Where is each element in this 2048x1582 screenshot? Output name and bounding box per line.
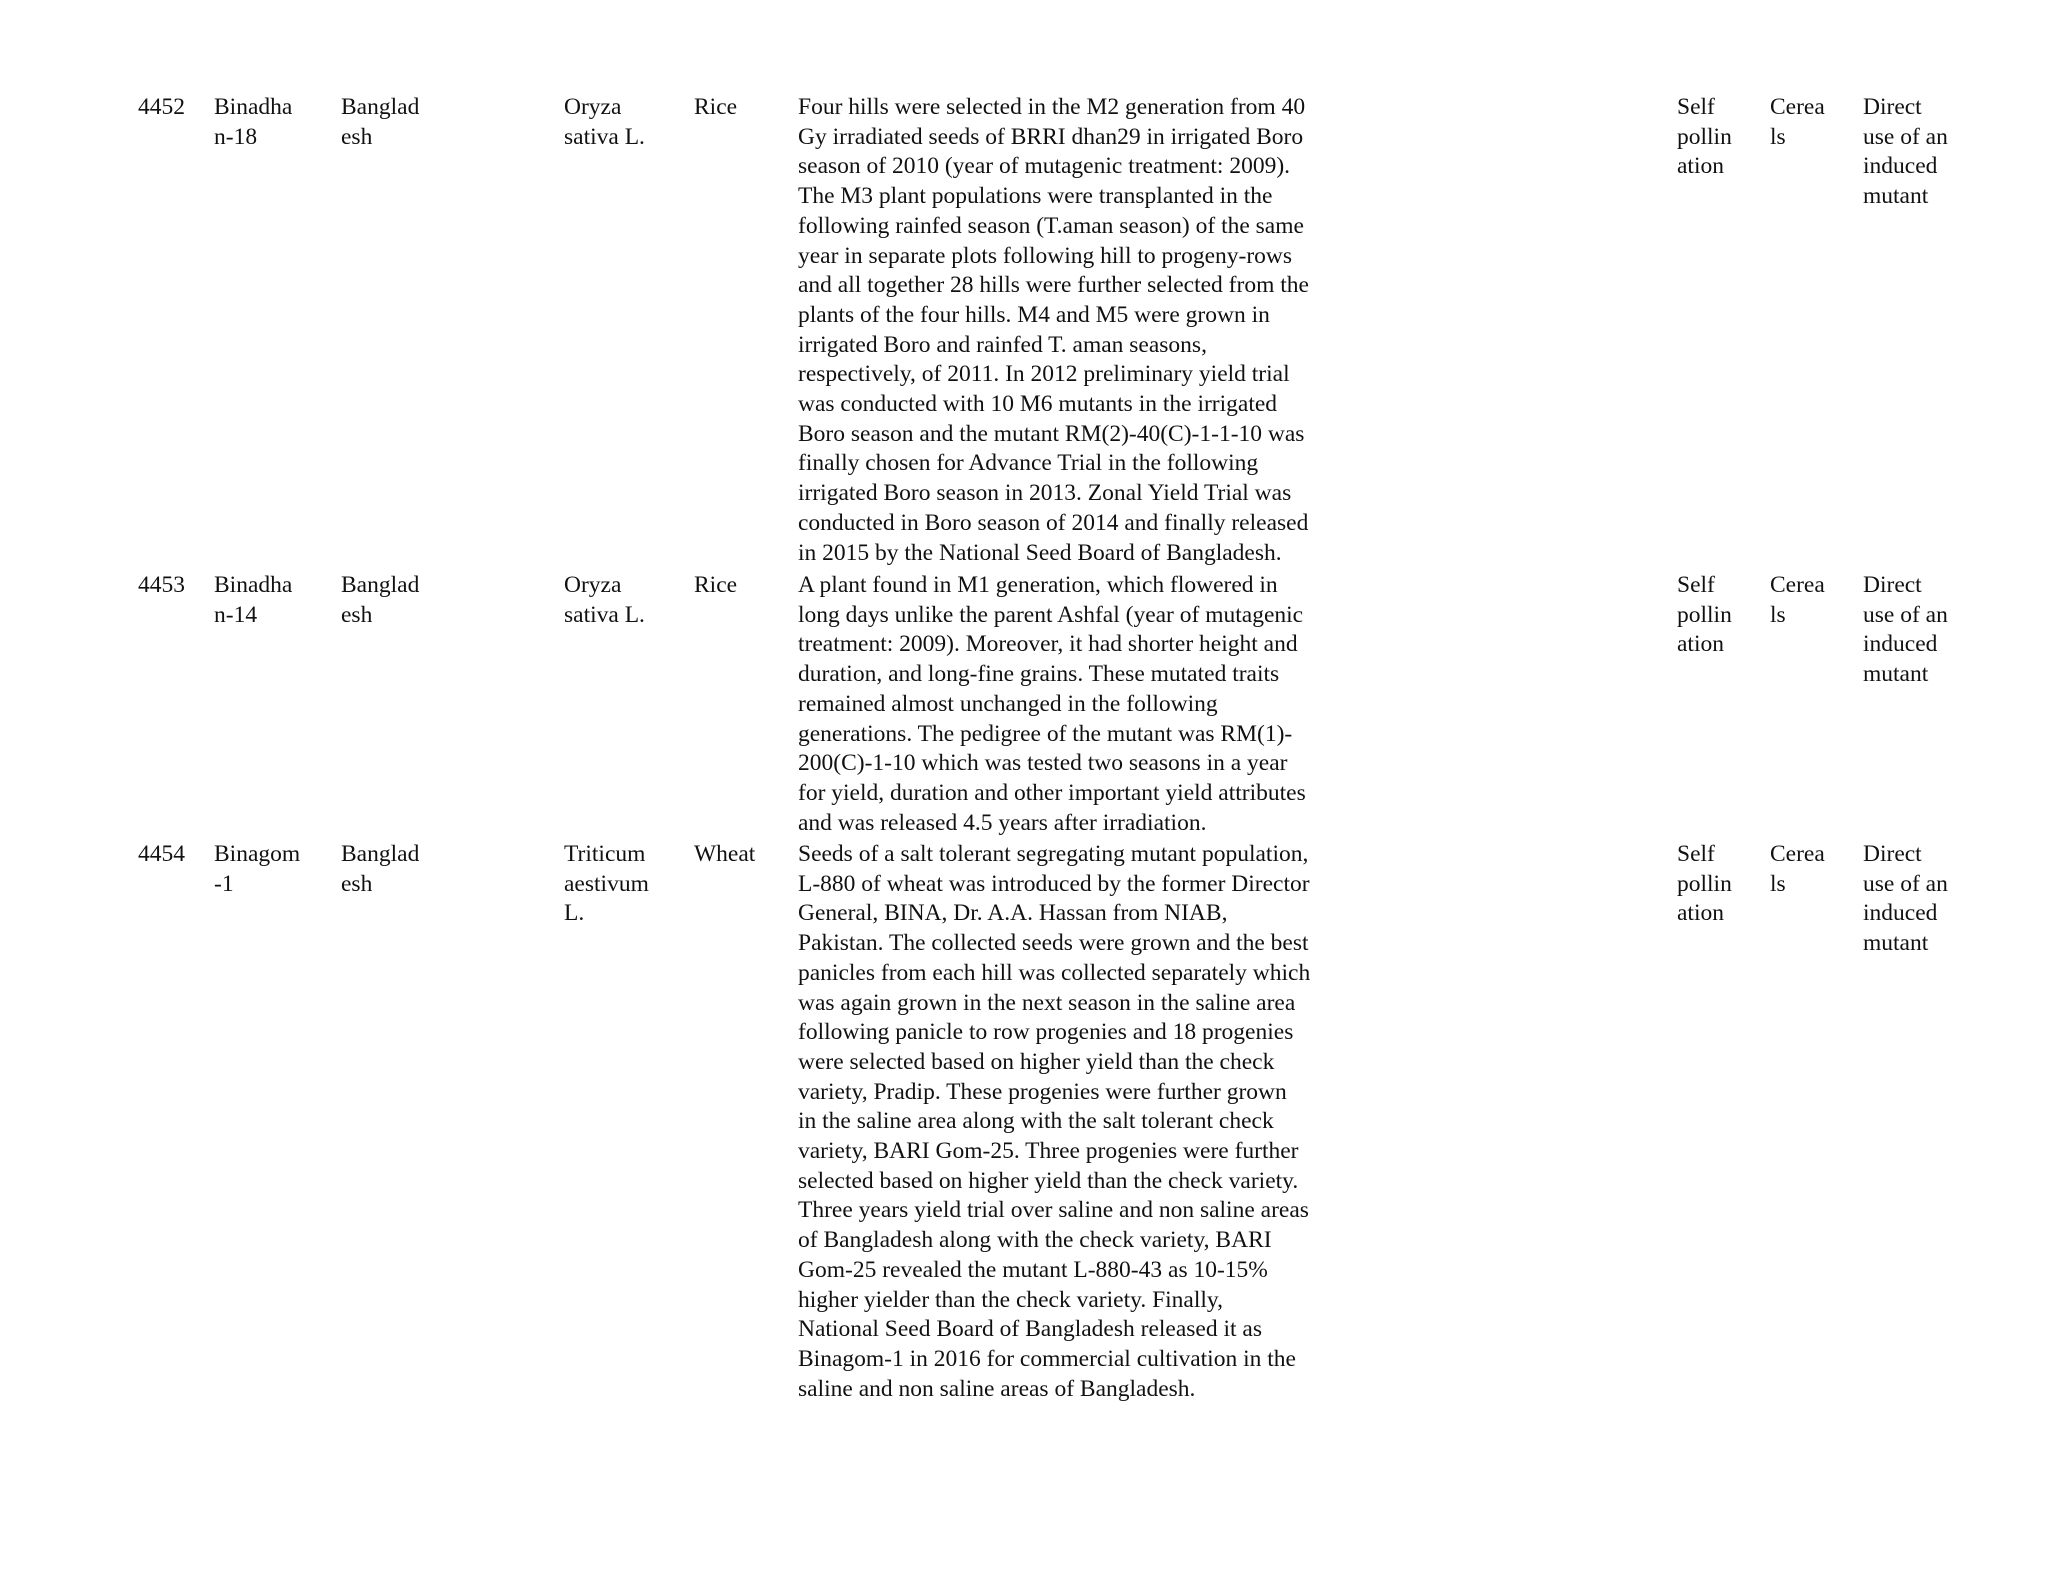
pollination: Self pollin ation — [1677, 572, 1732, 658]
common-name: Rice — [694, 94, 738, 120]
mutant-use: Direct use of an induced mutant — [1863, 572, 1948, 688]
pollination: Self pollin ation — [1677, 841, 1732, 927]
latin-name: Triticum aestivum L. — [564, 841, 649, 927]
country: Banglad esh — [341, 94, 420, 150]
accession-number: 4452 — [138, 94, 185, 120]
crop-group: Cerea ls — [1770, 572, 1825, 628]
variety-name: Binadha n-14 — [214, 572, 293, 628]
description: A plant found in M1 generation, which flowered in long days unlike the parent Ashfal (year of mutagenic treatment: 2009). Moreover, it had shorter height and duration, and long-fine grains. These mutated traits remained almost unchanged in the following generations. The pedigree of the mutant was RM(1)- 200(C)-1-10 which was tested two seasons in a year for yield, duration and other important yield attributes and was released 4.5 years after irradiation. — [798, 572, 1306, 836]
mutant-use: Direct use of an induced mutant — [1863, 841, 1948, 957]
pollination: Self pollin ation — [1677, 94, 1732, 180]
variety-name: Binagom -1 — [214, 841, 301, 897]
variety-name: Binadha n-18 — [214, 94, 293, 150]
common-name: Wheat — [694, 841, 756, 867]
mutant-use: Direct use of an induced mutant — [1863, 94, 1948, 210]
description: Four hills were selected in the M2 generation from 40 Gy irradiated seeds of BRRI dhan29 in irrigated Boro season of 2010 (year of mutagenic treatment: 2009). The M3 plant populations were transplanted in the following rainfed season (T.aman season) of the same year in separate plots following hill to progeny-rows and all together 28 hills were further selected from the plants of the four hills. M4 and M5 were grown in irrigated Boro and rainfed T. aman seasons, respectively, of 2011. In 2012 preliminary yield trial was conducted with 10 M6 mutants in the irrigated Boro season and the mutant RM(2)-40(C)-1-1-10 was finally chosen for Advance Trial in the following irrigated Boro season in 2013. Zonal Yield Trial was conducted in Boro season of 2014 and finally released in 2015 by the National Seed Board of Bangladesh. — [798, 94, 1309, 566]
crop-group: Cerea ls — [1770, 841, 1825, 897]
latin-name: Oryza sativa L. — [564, 94, 645, 150]
description: Seeds of a salt tolerant segregating mutant population, L-880 of wheat was introduced by the former Director General, BINA, Dr. A.A. Hassan from NIAB, Pakistan. The collected seeds were grown and the best panicles from each hill was collected separately which was again grown in the next season in the saline area following panicle to row progenies and 18 progenies were selected based on higher yield than the check variety, Pradip. These progenies were further grown in the saline area along with the salt tolerant check variety, BARI Gom-25. Three progenies were further selected based on higher yield than the check variety. Three years yield trial over saline and non saline areas of Bangladesh along with the check variety, BARI Gom-25 revealed the mutant L-880-43 as 10-15% higher yielder than the check variety. Finally, National Seed Board of Bangladesh released it as Binagom-1 in 2016 for commercial cultivation in the saline and non saline areas of Bangladesh. — [798, 841, 1311, 1402]
accession-number: 4454 — [138, 841, 185, 867]
common-name: Rice — [694, 572, 738, 598]
country: Banglad esh — [341, 841, 420, 897]
crop-group: Cerea ls — [1770, 94, 1825, 150]
accession-number: 4453 — [138, 572, 185, 598]
latin-name: Oryza sativa L. — [564, 572, 645, 628]
country: Banglad esh — [341, 572, 420, 628]
